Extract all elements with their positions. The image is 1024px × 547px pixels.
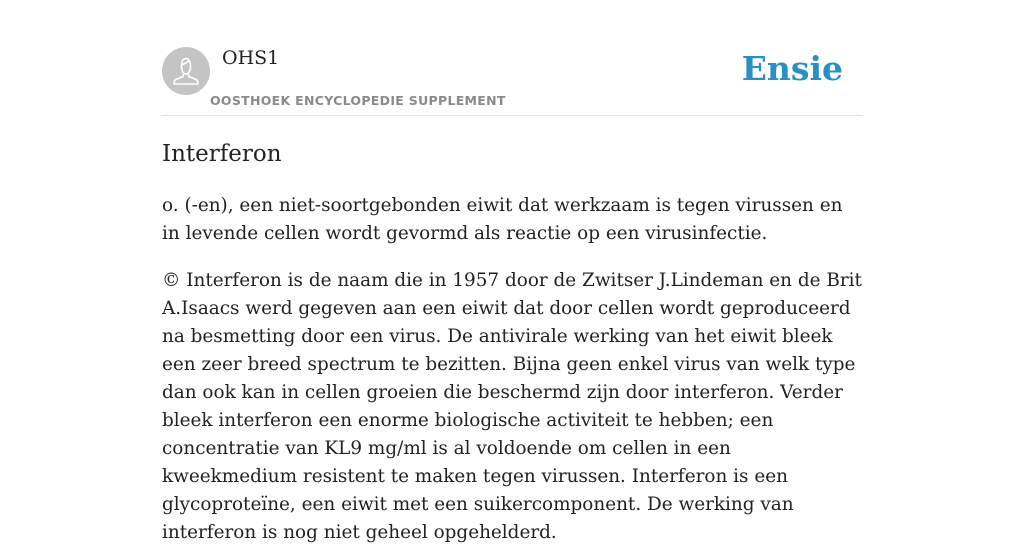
description-paragraph: © Interferon is de naam die in 1957 door de Zwitser J.Lindeman en de Brit A.Isaacs werd gegeven aan een eiwit dat door cellen wordt geproduceerd na besmetting door een virus. De antivirale werking van het eiwit bleek een zeer breed spectrum te bezitten. Bijna geen enkel virus van welk type dan ook kan in cellen groeien die beschermd zijn door interferon. Verder bleek interferon een enorme biologische activiteit te hebben; een concentratie van KL9 mg/ml is al voldoende om cellen in een kweekmedium resistent te maken tegen virussen. Interferon is een glycoproteïne, een eiwit met een suikercomponent. De werking van interferon is nog niet geheel opgehelderd. (162, 270, 862, 543)
article (162, 138, 862, 547)
ensie-logo[interactable]: Ensie (741, 49, 843, 88)
article-title: Interferon (162, 141, 282, 167)
author-name[interactable]: OHS1 (222, 47, 280, 69)
author-avatar[interactable] (162, 47, 210, 95)
user-icon (162, 47, 210, 95)
definition-paragraph: o. (-en), een niet-soortgebonden eiwit dat werkzaam is tegen virussen en in levende cellen wordt gevormd als reactie op een virusinfectie. (162, 195, 843, 244)
source-name[interactable]: OOSTHOEK ENCYCLOPEDIE SUPPLEMENT (210, 93, 506, 108)
page-header (162, 0, 862, 116)
